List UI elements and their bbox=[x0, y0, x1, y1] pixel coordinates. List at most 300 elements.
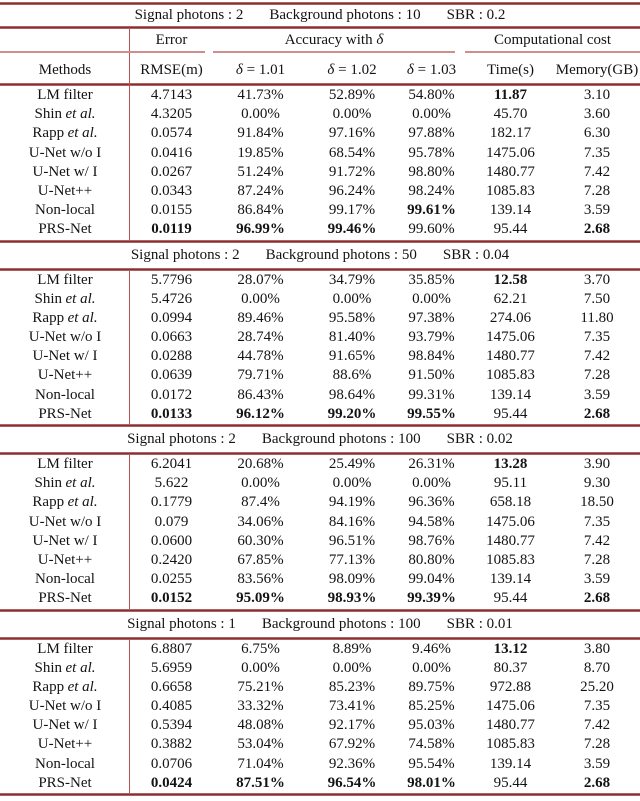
table-row bbox=[0, 366, 640, 385]
table-row bbox=[0, 328, 640, 347]
table-row bbox=[0, 697, 640, 716]
time-cell: 95.44 bbox=[493, 221, 528, 238]
group-header-accuracy: Accuracy with δ bbox=[284, 32, 384, 48]
delta-101-cell: 33.32% bbox=[237, 698, 284, 715]
memory-cell: 7.35 bbox=[583, 698, 611, 715]
rmse-cell: 0.1779 bbox=[150, 494, 193, 511]
method-cell: U-Net w/o I bbox=[28, 144, 102, 161]
table-4-body-region bbox=[0, 640, 640, 794]
method-cell: LM filter bbox=[37, 456, 93, 472]
memory-cell: 9.30 bbox=[583, 475, 611, 492]
memory-cell: 7.28 bbox=[583, 551, 611, 568]
signal-photons-label: Signal photons : 2 bbox=[130, 246, 240, 263]
memory-cell: 7.28 bbox=[583, 367, 611, 384]
column-divider-line bbox=[129, 455, 130, 609]
table-row bbox=[0, 755, 640, 774]
delta-101-cell: 89.46% bbox=[237, 309, 284, 326]
delta-101-cell: 71.04% bbox=[237, 755, 284, 772]
delta-103-cell: 94.58% bbox=[408, 513, 455, 530]
background-photons-label: Background photons : 100 bbox=[261, 431, 421, 447]
delta-102-cell: 8.89% bbox=[332, 640, 372, 657]
time-cell: 1475.06 bbox=[486, 513, 535, 530]
rmse-cell: 0.0343 bbox=[150, 182, 193, 199]
delta-102-cell: 99.20% bbox=[327, 405, 377, 422]
delta-102-cell: 0.00% bbox=[332, 475, 372, 492]
time-cell: 1480.77 bbox=[486, 532, 535, 549]
delta-101-cell: 20.68% bbox=[237, 456, 284, 472]
table-row bbox=[0, 716, 640, 735]
memory-cell: 7.28 bbox=[583, 736, 611, 753]
memory-cell: 3.10 bbox=[583, 87, 611, 103]
group-header-cost: Computational cost bbox=[493, 32, 612, 48]
rmse-cell: 0.0255 bbox=[150, 571, 193, 588]
method-cell: U-Net w/ I bbox=[32, 163, 98, 180]
time-cell: 139.14 bbox=[489, 755, 532, 772]
method-cell: U-Net++ bbox=[37, 182, 93, 199]
time-cell: 95.11 bbox=[493, 475, 528, 492]
time-cell: 1480.77 bbox=[486, 163, 535, 180]
delta-103-cell: 98.84% bbox=[408, 348, 455, 365]
method-cell: LM filter bbox=[37, 87, 93, 103]
cmidrule-methods-error bbox=[0, 51, 205, 53]
table-row bbox=[0, 220, 640, 239]
rmse-cell: 0.0424 bbox=[150, 774, 193, 791]
delta-102-cell: 81.40% bbox=[328, 329, 376, 346]
method-cell: Shin et al. bbox=[34, 290, 96, 307]
rmse-cell: 0.5394 bbox=[150, 717, 193, 734]
delta-103-cell: 35.85% bbox=[408, 271, 455, 288]
memory-cell: 25.20 bbox=[580, 678, 614, 695]
method-cell: Non-local bbox=[35, 386, 95, 403]
memory-cell: 7.28 bbox=[583, 182, 611, 199]
delta-103-cell: 99.60% bbox=[408, 221, 455, 238]
table-row bbox=[0, 105, 640, 124]
group-header-row bbox=[0, 29, 640, 51]
delta-101-cell: 28.07% bbox=[237, 271, 284, 288]
table-3-body bbox=[0, 455, 640, 609]
memory-cell: 2.68 bbox=[583, 221, 611, 238]
memory-cell: 6.30 bbox=[583, 125, 611, 142]
column-header-methods: Methods bbox=[38, 62, 92, 78]
method-cell: PRS-Net bbox=[38, 405, 92, 422]
delta-103-cell: 91.50% bbox=[408, 367, 455, 384]
time-cell: 80.37 bbox=[493, 659, 528, 676]
delta-102-cell: 94.19% bbox=[328, 494, 376, 511]
memory-cell: 7.42 bbox=[583, 532, 611, 549]
delta-102-cell: 73.41% bbox=[328, 698, 376, 715]
table-row bbox=[0, 640, 640, 659]
delta-101-cell: 86.43% bbox=[237, 386, 284, 403]
table-1-body bbox=[0, 86, 640, 240]
memory-cell: 3.59 bbox=[583, 755, 611, 772]
delta-102-cell: 67.92% bbox=[328, 736, 376, 753]
table-row bbox=[0, 774, 640, 793]
cmidrule-cost bbox=[465, 51, 640, 53]
method-cell: Non-local bbox=[35, 202, 95, 219]
table-row bbox=[0, 493, 640, 512]
memory-cell: 11.80 bbox=[580, 309, 614, 326]
table-row bbox=[0, 347, 640, 366]
delta-102-cell: 52.89% bbox=[328, 87, 376, 103]
delta-symbol: δ bbox=[376, 32, 384, 48]
table-row bbox=[0, 386, 640, 405]
bottom-rule bbox=[0, 793, 640, 796]
memory-cell: 7.35 bbox=[583, 329, 611, 346]
column-header-row bbox=[0, 57, 640, 83]
rmse-cell: 0.3882 bbox=[150, 736, 193, 753]
delta-102-cell: 77.13% bbox=[328, 551, 376, 568]
table-2-caption bbox=[0, 243, 640, 268]
delta-103-cell: 98.76% bbox=[408, 532, 455, 549]
memory-cell: 18.50 bbox=[580, 494, 614, 511]
rmse-cell: 0.0288 bbox=[150, 348, 193, 365]
delta-103-cell: 89.75% bbox=[408, 678, 455, 695]
time-cell: 1085.83 bbox=[486, 182, 535, 199]
time-cell: 13.12 bbox=[493, 640, 528, 657]
rmse-cell: 0.6658 bbox=[150, 678, 193, 695]
time-cell: 12.58 bbox=[493, 271, 528, 288]
method-cell: Rapp et al. bbox=[32, 125, 98, 142]
column-header-time: Time(s) bbox=[487, 62, 534, 78]
method-cell: Shin et al. bbox=[34, 475, 96, 492]
delta-103-cell: 97.88% bbox=[408, 125, 455, 142]
rmse-cell: 0.0267 bbox=[150, 163, 193, 180]
signal-photons-label: Signal photons : 2 bbox=[127, 431, 236, 447]
table-row bbox=[0, 678, 640, 697]
rmse-cell: 6.8807 bbox=[150, 640, 193, 657]
delta-103-cell: 96.36% bbox=[408, 494, 455, 511]
delta-102-cell: 98.09% bbox=[328, 571, 376, 588]
table-row bbox=[0, 182, 640, 201]
rmse-cell: 4.3205 bbox=[150, 106, 193, 123]
rmse-cell: 4.7143 bbox=[150, 87, 193, 103]
time-cell: 1480.77 bbox=[486, 717, 535, 734]
delta-101-cell: 83.56% bbox=[237, 571, 284, 588]
table-row bbox=[0, 201, 640, 220]
delta-102-cell: 0.00% bbox=[332, 659, 372, 676]
method-cell: U-Net++ bbox=[37, 551, 93, 568]
time-cell: 95.44 bbox=[493, 774, 528, 791]
delta-103-cell: 54.80% bbox=[408, 87, 455, 103]
memory-cell: 3.59 bbox=[583, 202, 611, 219]
time-cell: 139.14 bbox=[489, 386, 532, 403]
rmse-cell: 5.4726 bbox=[150, 290, 193, 307]
delta-101-cell: 41.73% bbox=[237, 87, 284, 103]
partial-rules-row bbox=[0, 51, 640, 53]
delta-101-cell: 19.85% bbox=[237, 144, 284, 161]
sbr-label: SBR : 0.01 bbox=[446, 615, 513, 632]
rmse-cell: 0.0172 bbox=[150, 386, 193, 403]
rmse-cell: 0.4085 bbox=[150, 698, 193, 715]
et-al-suffix: et al. bbox=[65, 290, 96, 307]
table-row bbox=[0, 532, 640, 551]
column-divider-line bbox=[129, 29, 130, 240]
time-cell: 658.18 bbox=[489, 494, 532, 511]
delta-102-cell: 98.93% bbox=[327, 590, 377, 607]
et-al-suffix: et al. bbox=[65, 659, 96, 676]
delta-103-cell: 0.00% bbox=[412, 106, 451, 123]
delta-101-cell: 48.08% bbox=[237, 717, 284, 734]
method-cell: PRS-Net bbox=[38, 590, 92, 607]
rmse-cell: 5.7796 bbox=[150, 271, 193, 288]
delta-101-cell: 96.99% bbox=[236, 221, 285, 238]
delta-101-cell: 34.06% bbox=[237, 513, 284, 530]
delta-101-cell: 6.75% bbox=[241, 640, 280, 657]
delta-101-cell: 87.51% bbox=[236, 774, 285, 791]
table-row bbox=[0, 455, 640, 474]
delta-103-cell: 95.78% bbox=[408, 144, 455, 161]
delta-102-cell: 99.17% bbox=[328, 202, 376, 219]
time-cell: 182.17 bbox=[489, 125, 532, 142]
table-row bbox=[0, 163, 640, 182]
delta-102-cell: 25.49% bbox=[328, 456, 376, 472]
et-al-suffix: et al. bbox=[67, 494, 98, 511]
delta-102-cell: 91.72% bbox=[328, 163, 376, 180]
delta-102-cell: 85.23% bbox=[328, 678, 376, 695]
method-cell: U-Net++ bbox=[37, 367, 93, 384]
et-al-suffix: et al. bbox=[65, 106, 96, 123]
time-cell: 1085.83 bbox=[486, 736, 535, 753]
delta-101-cell: 95.09% bbox=[236, 590, 285, 607]
time-cell: 1480.77 bbox=[486, 348, 535, 365]
table-row bbox=[0, 86, 640, 105]
time-cell: 95.44 bbox=[493, 590, 528, 607]
delta-101-cell: 51.24% bbox=[237, 163, 284, 180]
memory-cell: 3.60 bbox=[583, 106, 611, 123]
time-cell: 972.88 bbox=[489, 678, 532, 695]
delta-101-cell: 79.71% bbox=[237, 367, 284, 384]
table-row bbox=[0, 551, 640, 570]
delta-103-cell: 99.61% bbox=[407, 202, 456, 219]
column-header-delta-102: δ = 1.02 bbox=[327, 62, 377, 78]
column-divider-line bbox=[129, 640, 130, 794]
method-cell: U-Net w/o I bbox=[28, 698, 102, 715]
table-1-header-and-body bbox=[0, 29, 640, 240]
rmse-cell: 5.6959 bbox=[150, 659, 193, 676]
memory-cell: 2.68 bbox=[583, 405, 611, 422]
rmse-cell: 0.0639 bbox=[150, 367, 193, 384]
delta-103-cell: 98.80% bbox=[408, 163, 455, 180]
memory-cell: 7.35 bbox=[583, 144, 611, 161]
rmse-cell: 0.0119 bbox=[151, 221, 192, 238]
rmse-cell: 0.0416 bbox=[150, 144, 193, 161]
delta-103-cell: 99.04% bbox=[408, 571, 455, 588]
delta-101-cell: 87.24% bbox=[237, 182, 284, 199]
delta-102-cell: 92.17% bbox=[328, 717, 376, 734]
delta-103-cell: 9.46% bbox=[412, 640, 451, 657]
time-cell: 1475.06 bbox=[486, 329, 535, 346]
delta-103-cell: 99.55% bbox=[407, 405, 456, 422]
delta-102-cell: 0.00% bbox=[332, 290, 372, 307]
delta-103-cell: 0.00% bbox=[412, 475, 451, 492]
memory-cell: 8.70 bbox=[583, 659, 611, 676]
method-cell: U-Net w/ I bbox=[32, 348, 98, 365]
table-row bbox=[0, 271, 640, 290]
delta-101-cell: 0.00% bbox=[241, 659, 280, 676]
delta-102-cell: 92.36% bbox=[328, 755, 376, 772]
method-cell: U-Net w/o I bbox=[28, 329, 102, 346]
signal-photons-label: Signal photons : 1 bbox=[127, 615, 236, 632]
delta-102-cell: 96.54% bbox=[327, 774, 377, 791]
delta-102-cell: 0.00% bbox=[332, 106, 372, 123]
delta-102-cell: 96.24% bbox=[328, 182, 376, 199]
table-2-body-region bbox=[0, 271, 640, 425]
delta-103-cell: 98.01% bbox=[407, 774, 456, 791]
et-al-suffix: et al. bbox=[67, 678, 98, 695]
memory-cell: 3.59 bbox=[583, 386, 611, 403]
rmse-cell: 5.622 bbox=[154, 475, 189, 492]
rmse-cell: 6.2041 bbox=[150, 456, 193, 472]
table-row bbox=[0, 474, 640, 493]
table-4-body bbox=[0, 640, 640, 794]
memory-cell: 7.42 bbox=[583, 163, 611, 180]
method-cell: U-Net w/ I bbox=[32, 717, 98, 734]
background-photons-label: Background photons : 100 bbox=[261, 615, 421, 632]
group-header-error: Error bbox=[155, 32, 188, 48]
table-row bbox=[0, 124, 640, 143]
delta-103-cell: 98.24% bbox=[408, 182, 455, 199]
memory-cell: 7.42 bbox=[583, 717, 611, 734]
time-cell: 139.14 bbox=[489, 202, 532, 219]
memory-cell: 3.59 bbox=[583, 571, 611, 588]
delta-101-cell: 0.00% bbox=[241, 290, 280, 307]
method-cell: LM filter bbox=[37, 271, 93, 288]
delta-101-cell: 53.04% bbox=[237, 736, 284, 753]
table-1-caption bbox=[0, 5, 640, 26]
method-cell: Rapp et al. bbox=[32, 678, 98, 695]
delta-101-cell: 75.21% bbox=[237, 678, 284, 695]
delta-103-cell: 74.58% bbox=[408, 736, 455, 753]
delta-101-cell: 91.84% bbox=[237, 125, 284, 142]
delta-101-cell: 28.74% bbox=[237, 329, 284, 346]
rmse-cell: 0.0574 bbox=[150, 125, 193, 142]
table-row bbox=[0, 144, 640, 163]
table-2-body bbox=[0, 271, 640, 425]
delta-101-cell: 60.30% bbox=[237, 532, 284, 549]
delta-103-cell: 95.03% bbox=[408, 717, 455, 734]
delta-102-cell: 96.51% bbox=[328, 532, 376, 549]
background-photons-label: Background photons : 10 bbox=[269, 7, 421, 23]
delta-102-cell: 98.64% bbox=[328, 386, 376, 403]
sbr-label: SBR : 0.02 bbox=[446, 431, 513, 447]
delta-102-cell: 95.58% bbox=[328, 309, 376, 326]
method-cell: PRS-Net bbox=[38, 774, 92, 791]
delta-102-cell: 88.6% bbox=[332, 367, 372, 384]
sbr-label: SBR : 0.2 bbox=[446, 7, 506, 23]
rmse-cell: 0.0706 bbox=[150, 755, 193, 772]
table-row bbox=[0, 659, 640, 678]
table-row bbox=[0, 405, 640, 424]
delta-symbol: δ bbox=[235, 62, 243, 78]
time-cell: 13.28 bbox=[493, 456, 528, 472]
time-cell: 1475.06 bbox=[486, 144, 535, 161]
rmse-cell: 0.0994 bbox=[150, 309, 193, 326]
delta-symbol: δ bbox=[406, 62, 414, 78]
table-3-body-region bbox=[0, 455, 640, 609]
delta-101-cell: 87.4% bbox=[241, 494, 280, 511]
delta-101-cell: 96.12% bbox=[236, 405, 285, 422]
table-row bbox=[0, 309, 640, 328]
signal-photons-label: Signal photons : 2 bbox=[134, 7, 244, 23]
table-row bbox=[0, 589, 640, 608]
time-cell: 62.21 bbox=[493, 290, 528, 307]
delta-103-cell: 85.25% bbox=[408, 698, 455, 715]
delta-102-cell: 99.46% bbox=[327, 221, 377, 238]
table-row bbox=[0, 570, 640, 589]
delta-103-cell: 93.79% bbox=[408, 329, 455, 346]
table-row bbox=[0, 290, 640, 309]
time-cell: 139.14 bbox=[489, 571, 532, 588]
delta-symbol: δ bbox=[327, 62, 335, 78]
column-header-delta-103: δ = 1.03 bbox=[406, 62, 457, 78]
sbr-label: SBR : 0.04 bbox=[442, 246, 510, 263]
time-cell: 45.70 bbox=[493, 106, 528, 123]
method-cell: U-Net w/o I bbox=[28, 513, 102, 530]
et-al-suffix: et al. bbox=[65, 475, 96, 492]
memory-cell: 2.68 bbox=[583, 590, 611, 607]
delta-102-cell: 97.16% bbox=[328, 125, 376, 142]
rmse-cell: 0.0155 bbox=[150, 202, 193, 219]
delta-101-cell: 86.84% bbox=[237, 202, 284, 219]
delta-103-cell: 99.39% bbox=[407, 590, 456, 607]
table-row bbox=[0, 735, 640, 754]
time-cell: 11.87 bbox=[494, 87, 527, 103]
table-4-caption bbox=[0, 612, 640, 637]
method-cell: Non-local bbox=[35, 755, 95, 772]
table-3-caption bbox=[0, 427, 640, 452]
delta-101-cell: 44.78% bbox=[237, 348, 284, 365]
memory-cell: 3.90 bbox=[583, 456, 611, 472]
time-cell: 1475.06 bbox=[486, 698, 535, 715]
method-cell: PRS-Net bbox=[38, 221, 92, 238]
method-cell: LM filter bbox=[37, 640, 93, 657]
memory-cell: 3.70 bbox=[583, 271, 611, 288]
table-row bbox=[0, 513, 640, 532]
column-header-delta-101: δ = 1.01 bbox=[235, 62, 286, 78]
column-header-memory: Memory(GB) bbox=[555, 62, 639, 78]
time-cell: 274.06 bbox=[489, 309, 532, 326]
time-cell: 95.44 bbox=[493, 405, 528, 422]
rmse-cell: 0.0152 bbox=[150, 590, 193, 607]
method-cell: U-Net++ bbox=[37, 736, 93, 753]
memory-cell: 7.50 bbox=[583, 290, 611, 307]
delta-103-cell: 95.54% bbox=[408, 755, 455, 772]
et-al-suffix: et al. bbox=[67, 125, 98, 142]
delta-102-cell: 91.65% bbox=[328, 348, 376, 365]
et-al-suffix: et al. bbox=[67, 309, 98, 326]
rmse-cell: 0.079 bbox=[154, 513, 189, 530]
delta-103-cell: 0.00% bbox=[412, 290, 451, 307]
memory-cell: 2.68 bbox=[583, 774, 611, 791]
delta-102-cell: 34.79% bbox=[328, 271, 376, 288]
delta-103-cell: 99.31% bbox=[408, 386, 455, 403]
memory-cell: 7.42 bbox=[583, 348, 611, 365]
delta-101-cell: 0.00% bbox=[241, 106, 280, 123]
memory-cell: 3.80 bbox=[583, 640, 611, 657]
rmse-cell: 0.0133 bbox=[150, 405, 193, 422]
delta-101-cell: 0.00% bbox=[241, 475, 280, 492]
method-cell: Shin et al. bbox=[34, 659, 96, 676]
time-cell: 1085.83 bbox=[486, 367, 535, 384]
column-header-rmse: RMSE(m) bbox=[140, 62, 203, 78]
background-photons-label: Background photons : 50 bbox=[265, 246, 417, 263]
delta-103-cell: 97.38% bbox=[408, 309, 455, 326]
delta-103-cell: 26.31% bbox=[408, 456, 455, 472]
method-cell: Shin et al. bbox=[34, 106, 96, 123]
delta-103-cell: 0.00% bbox=[412, 659, 451, 676]
rmse-cell: 0.2420 bbox=[150, 551, 193, 568]
method-cell: Rapp et al. bbox=[32, 494, 98, 511]
